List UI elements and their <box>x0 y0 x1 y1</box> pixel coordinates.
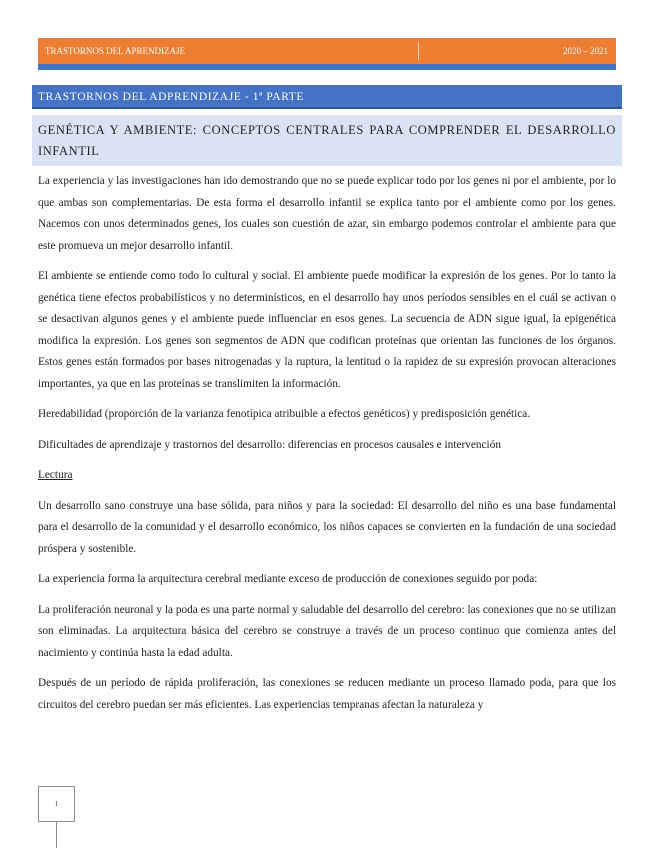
header-underline <box>38 64 616 70</box>
paragraph: Un desarrollo sano construye una base sólida, para niños y para la sociedad: El desarrollo del niño es una base fundamental para el desarrollo de la comunidad y el desarrollo económico, los niños capaces se convierten en la fundación de una sociedad próspera y sostenible. <box>38 499 616 555</box>
paragraph: La experiencia forma la arquitectura cerebral mediante exceso de producción de conexiones seguido por poda: <box>38 573 538 585</box>
header-divider <box>418 42 419 60</box>
paragraph: Dificultades de aprendizaje y trastornos del desarrollo: diferencias en procesos causales e intervención <box>38 438 501 451</box>
paragraph: Después de un período de rápida proliferación, las conexiones se reducen mediante un proceso llamado poda, para que los circuitos del cerebro puedan ser más eficientes. Las experiencias tempranas afectan la naturaleza y <box>38 677 616 711</box>
page-number-line <box>56 822 57 848</box>
paragraph: La proliferación neuronal y la poda es una parte normal y saludable del desarrollo del cerebro: las conexiones que no se utilizan son eliminadas. La arquitectura básica del cerebro se construye a través de un proceso continuo que comienza antes del nacimiento y continúa hasta la edad adulta. <box>38 603 616 659</box>
page-number: 1 <box>38 786 75 822</box>
header-title: TRASTORNOS DEL APRENDIZAJE <box>45 46 186 56</box>
paragraph: La experiencia y las investigaciones han ido demostrando que no se puede explicar todo por los genes ni por el ambiente, por lo que ambas son complementarias. De esta forma el desarrollo infantil se explica tanto por el ambiente como por los genes. Nacemos con unos determinados genes, los cuales son cuestión de azar, sin embargo podemos controlar el ambiente para que este promueva un mejor desarrollo infantil. <box>38 175 616 252</box>
section-subtitle: GENÉTICA Y AMBIENTE: CONCEPTOS CENTRALES PARA COMPRENDER EL DESARROLLO INFANTIL <box>32 115 622 166</box>
header-year: 2020 – 2021 <box>563 46 608 56</box>
document-body <box>38 171 616 725</box>
reading-label: Lectura <box>38 469 73 481</box>
paragraph: Heredabilidad (proporción de la varianza fenotípica atribuible a efectos genéticos) y predisposición genética. <box>38 408 531 420</box>
section-title: TRASTORNOS DEL ADPRENDIZAJE - 1ª PARTE <box>32 85 622 109</box>
paragraph: El ambiente se entiende como todo lo cultural y social. El ambiente puede modificar la expresión de los genes. Por lo tanto la genética tiene efectos probabilísticos y no determinísticos, en el desarrollo hay unos períodos sensibles en el cuál se activan o se desactivan algunos genes y el ambiente puede influenciar en esos genes. La secuencia de ADN sigue igual, la epigenética modifica la expresión. Los genes son segmentos de ADN que codifican proteínas que orientan las funciones de los órganos. Estos genes están formados por bases nitrogenadas y la ruptura, la lentitud o la rapidez de su expresión provocan alteraciones importantes, ya que en las proteínas se translimiten la información. <box>38 270 616 390</box>
page-header <box>38 38 616 64</box>
